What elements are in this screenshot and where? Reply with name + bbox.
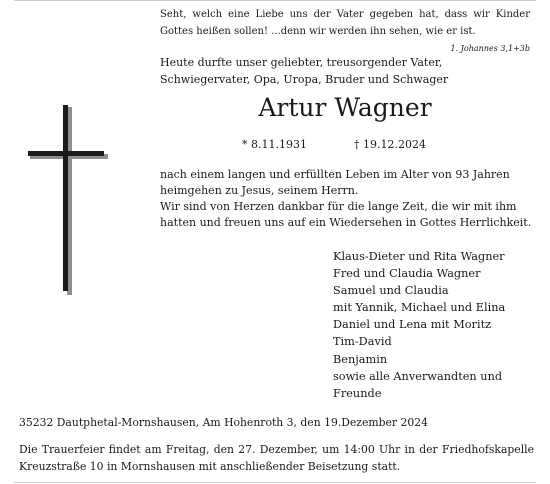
family-line: Fred und Claudia Wagner	[333, 267, 481, 281]
bible-verse	[160, 6, 530, 57]
family-line: Freunde	[333, 386, 382, 400]
intro-text: Heute durfte unser geliebter, treusorgender Vater, Schwiegervater, Opa, Uropa, Bruder und Schwager	[160, 56, 449, 86]
family-line: Klaus-Dieter und Rita Wagner	[333, 250, 505, 263]
family-line: Daniel und Lena mit Moritz	[333, 318, 492, 332]
family-line: Samuel und Claudia	[333, 284, 449, 298]
family-line: Tim-David	[333, 335, 392, 349]
birth-date: * 8.11.1931	[242, 138, 307, 151]
family-address: 35232 Dautphetal-Mornshausen, Am Hohenroth 3, den 19.Dezember 2024	[19, 416, 428, 429]
family-line: sowie alle Anverwandten und	[333, 369, 503, 383]
latin-cross-icon	[28, 105, 108, 295]
body-line: Wir sind von Herzen dankbar für die lange Zeit, die wir mit ihm	[160, 200, 517, 213]
bereaved-family	[333, 248, 538, 402]
family-line: mit Yannik, Michael und Elina	[333, 301, 506, 315]
verse-reference: 1. Johannes 3,1+3b	[450, 44, 530, 53]
body-line: nach einem langen und erfüllten Leben im Alter von 93 Jahren	[160, 168, 510, 181]
verse-text: Seht, welch eine Liebe uns der Vater gegeben hat, dass wir Kinder Gottes heißen sollen! ...denn wir werden ihn sehen, wie er ist.	[160, 9, 530, 37]
body-line: hatten und freuen uns auf ein Wiedersehen in Gottes Herrlichkeit.	[160, 216, 532, 229]
bottom-divider	[14, 482, 536, 483]
obituary-body	[160, 167, 535, 231]
death-date: † 19.12.2024	[354, 138, 426, 151]
funeral-service-info: Die Trauerfeier findet am Freitag, den 27. Dezember, um 14:00 Uhr in der Friedhofskapelle Kreuzstraße 10 in Mornshausen mit anschließender Beisetzung statt.	[19, 443, 534, 473]
body-line: heimgehen zu Jesus, seinem Herrn.	[160, 184, 359, 197]
top-divider	[14, 0, 536, 1]
deceased-name: Artur Wagner	[258, 93, 432, 122]
family-line: Benjamin	[333, 352, 388, 366]
